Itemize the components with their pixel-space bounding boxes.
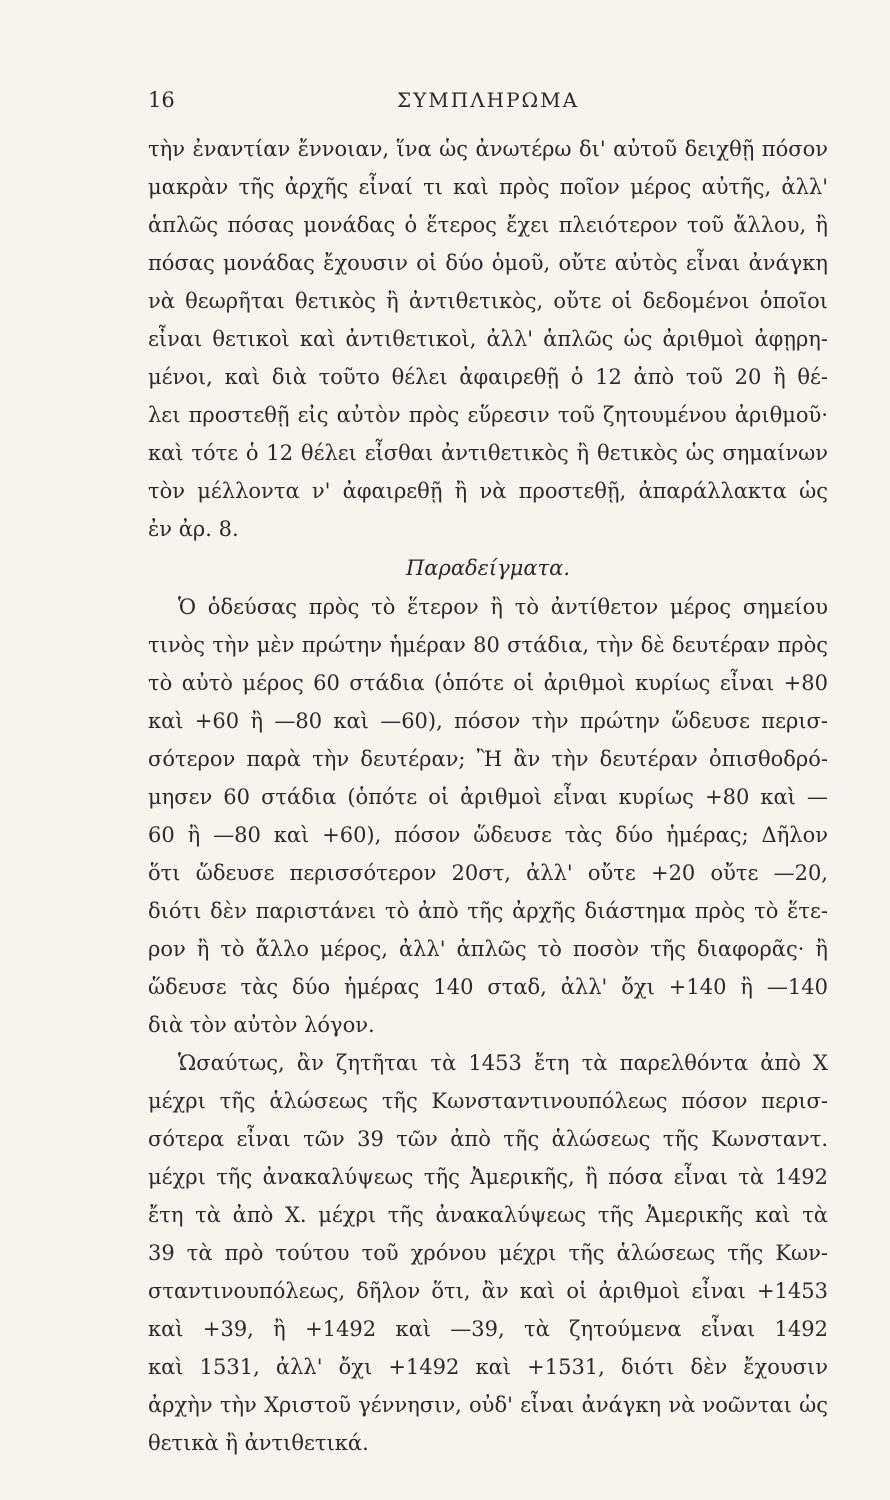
text-line: καὶ τότε ὁ 12 θέλει εἶσθαι ἀντιθετικὸς ἢ θετικὸς ὡς σημαίνων (148, 441, 828, 465)
text-line: θετικὰ ἢ ἀντιθετικά. (148, 1431, 369, 1455)
text-line: τὸ αὐτὸ μέρος 60 στάδια (ὁπότε οἱ ἀριθμοὶ κυρίως εἶναι +80 (148, 671, 828, 695)
text-line: διότι δὲν παριστάνει τὸ ἀπὸ τῆς ἀρχῆς διάστημα πρὸς τὸ ἕτε- (148, 899, 828, 923)
text-line: ρον ἢ τὸ ἄλλο μέρος, ἀλλ' ἁπλῶς τὸ ποσὸν τῆς διαφορᾶς· ἢ (148, 937, 828, 961)
section-heading: Παραδείγματα. (405, 556, 571, 580)
text-line: μακρὰν τῆς ἀρχῆς εἶναί τι καὶ πρὸς ποῖον μέρος αὐτῆς, ἀλλ' (148, 175, 828, 199)
running-title: ΣΥΜΠΛΗΡΩΜΑ (396, 88, 580, 112)
text-line: σταντινουπόλεως, δῆλον ὅτι, ἂν καὶ οἱ ἀριθμοὶ εἶναι +1453 (148, 1279, 828, 1303)
text-line: τινὸς τὴν μὲν πρώτην ἡμέραν 80 στάδια, τὴν δὲ δευτέραν πρὸς (148, 633, 828, 657)
text-line: καὶ +39, ἢ +1492 καὶ —39, τὰ ζητούμενα εἶναι 1492 (148, 1317, 828, 1341)
text-line: 39 τὰ πρὸ τούτου τοῦ χρόνου μέχρι τῆς ἁλώσεως τῆς Κων- (148, 1241, 828, 1265)
text-line: εἶναι θετικοὶ καὶ ἀντιθετικοὶ, ἀλλ' ἁπλῶς ὡς ἀριθμοὶ ἀφῃρη- (148, 327, 828, 351)
text-line: ἁπλῶς πόσας μονάδας ὁ ἕτερος ἔχει πλειότερον τοῦ ἄλλου, ἢ (148, 213, 828, 237)
text-line: σότερον παρὰ τὴν δευτέραν; Ἢ ἂν τὴν δευτέραν ὀπισθοδρό- (148, 747, 828, 771)
text-line: ἐν ἀρ. 8. (148, 517, 239, 541)
text-line: τὸν μέλλοντα ν' ἀφαιρεθῇ ἢ νὰ προστεθῇ, ἀπαράλλακτα ὡς (148, 479, 828, 503)
text-line: Ὡσαύτως, ἂν ζητῆται τὰ 1453 ἔτη τὰ παρελθόντα ἀπὸ Χ (178, 1051, 828, 1075)
running-head (148, 88, 828, 118)
text-line: 60 ἢ —80 καὶ +60), πόσον ὥδευσε τὰς δύο ἡμέρας; Δῆλον (148, 823, 828, 847)
text-line: μέχρι τῆς ἀνακαλύψεως τῆς Ἀμερικῆς, ἢ πόσα εἶναι τὰ 1492 (148, 1165, 828, 1189)
text-line: σότερα εἶναι τῶν 39 τῶν ἀπὸ τῆς ἁλώσεως τῆς Κωνσταντ. (148, 1127, 828, 1151)
text-line: ὅτι ὥδευσε περισσότερον 20στ, ἀλλ' οὔτε +20 οὔτε —20, (148, 861, 828, 885)
text-line: καὶ 1531, ἀλλ' ὄχι +1492 καὶ +1531, διότι δὲν ἔχουσιν (148, 1355, 828, 1379)
text-line: πόσας μονάδας ἔχουσιν οἱ δύο ὁμοῦ, οὔτε αὐτὸς εἶναι ἀνάγκη (148, 251, 828, 275)
text-line: διὰ τὸν αὐτὸν λόγον. (148, 1013, 375, 1037)
text-line: μένοι, καὶ διὰ τοῦτο θέλει ἀφαιρεθῇ ὁ 12 ἀπὸ τοῦ 20 ἢ θέ- (148, 365, 828, 389)
text-line: Ὁ ὁδεύσας πρὸς τὸ ἕτερον ἢ τὸ ἀντίθετον μέρος σημείου (178, 595, 828, 619)
text-line: μέχρι τῆς ἁλώσεως τῆς Κωνσταντινουπόλεως πόσον περισ- (148, 1089, 828, 1113)
text-line: λει προστεθῇ εἰς αὐτὸν πρὸς εὕρεσιν τοῦ ζητουμένου ἀριθμοῦ· (148, 403, 828, 427)
page-number: 16 (148, 88, 175, 112)
text-line: ἀρχὴν τὴν Χριστοῦ γέννησιν, οὐδ' εἶναι ἀνάγκη νὰ νοῶνται ὡς (148, 1393, 828, 1417)
text-line: καὶ +60 ἢ —80 καὶ —60), πόσον τὴν πρώτην ὥδευσε περισ- (148, 709, 828, 733)
text-line: ὥδευσε τὰς δύο ἡμέρας 140 σταδ, ἀλλ' ὄχι +140 ἢ —140 (148, 975, 828, 999)
text-line: νὰ θεωρῆται θετικὸς ἢ ἀντιθετικὸς, οὔτε οἱ δεδομένοι ὁποῖοι (148, 289, 828, 313)
text-line: τὴν ἐναντίαν ἔννοιαν, ἵνα ὡς ἀνωτέρω δι' αὐτοῦ δειχθῇ πόσον (148, 137, 828, 161)
text-line: ἔτη τὰ ἀπὸ Χ. μέχρι τῆς ἀνακαλύψεως τῆς Ἀμερικῆς καὶ τὰ (148, 1203, 828, 1227)
text-line: μησεν 60 στάδια (ὁπότε οἱ ἀριθμοὶ εἶναι κυρίως +80 καὶ — (148, 785, 828, 809)
